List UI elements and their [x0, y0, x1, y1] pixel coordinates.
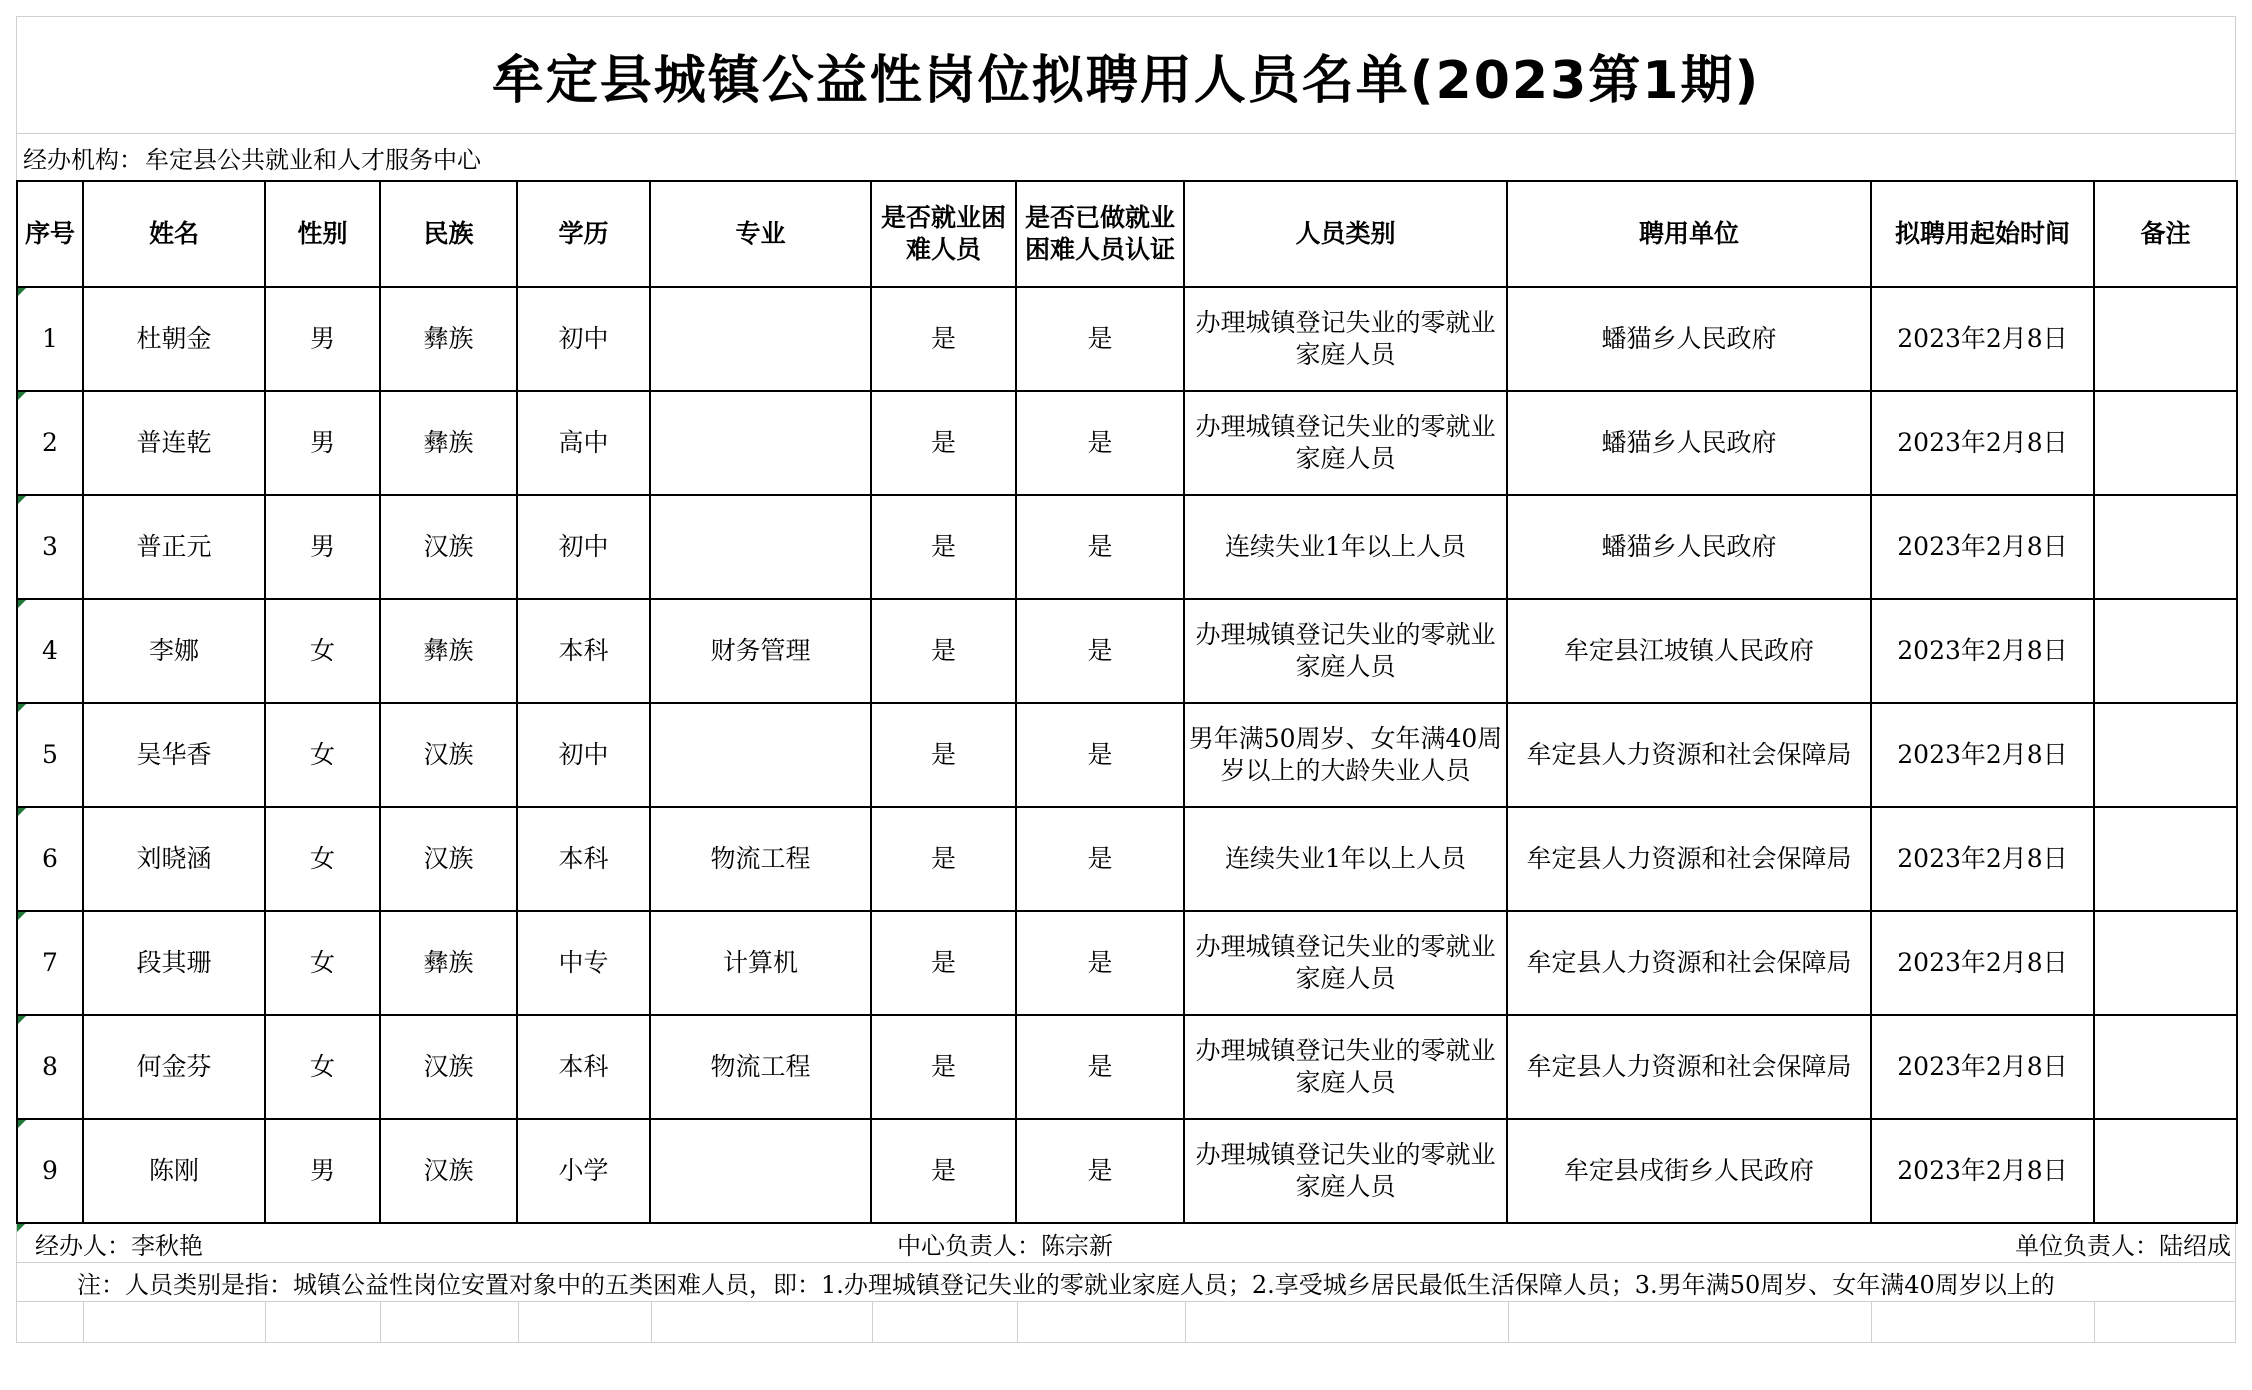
cell-ethnicity[interactable]: 汉族 — [380, 807, 517, 911]
cell-certified[interactable]: 是 — [1016, 1119, 1184, 1223]
cell-employer[interactable]: 蟠猫乡人民政府 — [1507, 287, 1871, 391]
cell-certified[interactable]: 是 — [1016, 703, 1184, 807]
cell-gender[interactable]: 男 — [265, 1119, 380, 1223]
cell-certified[interactable]: 是 — [1016, 287, 1184, 391]
cell-major[interactable]: 物流工程 — [650, 1015, 871, 1119]
empty-cell[interactable] — [651, 1302, 872, 1342]
cell-education[interactable]: 初中 — [517, 703, 650, 807]
cell-certified[interactable]: 是 — [1016, 495, 1184, 599]
empty-row — [16, 1301, 2236, 1343]
cell-start[interactable]: 2023年2月8日 — [1871, 911, 2094, 1015]
table-row — [17, 391, 2237, 495]
cell-gender[interactable]: 男 — [265, 495, 380, 599]
empty-cell[interactable] — [16, 1302, 83, 1342]
handler-text: 经办人：李秋艳 — [35, 1231, 203, 1260]
cell-remark[interactable] — [2094, 391, 2237, 495]
center-head-text: 中心负责人：陈宗新 — [897, 1231, 1113, 1260]
cell-no[interactable]: 5 — [17, 703, 83, 807]
cell-ethnicity[interactable]: 彝族 — [380, 391, 517, 495]
unit-head-text: 单位负责人：陆绍成 — [2015, 1231, 2231, 1260]
empty-cell[interactable] — [2094, 1302, 2236, 1342]
cell-ethnicity[interactable]: 彝族 — [380, 287, 517, 391]
empty-cell[interactable] — [1017, 1302, 1185, 1342]
cell-difficult[interactable]: 是 — [871, 391, 1016, 495]
cell-gender[interactable]: 女 — [265, 911, 380, 1015]
cell-major[interactable] — [650, 1119, 871, 1223]
table-row — [17, 1015, 2237, 1119]
cell-name[interactable]: 普正元 — [83, 495, 265, 599]
table-row — [17, 287, 2237, 391]
header-remark[interactable]: 备注 — [2094, 181, 2237, 287]
cell-certified[interactable]: 是 — [1016, 1015, 1184, 1119]
cell-no[interactable]: 6 — [17, 807, 83, 911]
cell-name[interactable]: 陈刚 — [83, 1119, 265, 1223]
cell-ethnicity[interactable]: 汉族 — [380, 1015, 517, 1119]
cell-no[interactable]: 2 — [17, 391, 83, 495]
cell-education[interactable]: 高中 — [517, 391, 650, 495]
cell-remark[interactable] — [2094, 1015, 2237, 1119]
cell-gender[interactable]: 男 — [265, 287, 380, 391]
cell-remark[interactable] — [2094, 703, 2237, 807]
spreadsheet — [16, 16, 2236, 1343]
cell-no[interactable]: 9 — [17, 1119, 83, 1223]
header-major[interactable]: 专业 — [650, 181, 871, 287]
table-row — [17, 703, 2237, 807]
cell-certified[interactable]: 是 — [1016, 807, 1184, 911]
cell-start[interactable]: 2023年2月8日 — [1871, 391, 2094, 495]
cell-category[interactable]: 连续失业1年以上人员 — [1184, 807, 1507, 911]
empty-cell[interactable] — [1508, 1302, 1871, 1342]
cell-gender[interactable]: 女 — [265, 807, 380, 911]
cell-difficult[interactable]: 是 — [871, 1119, 1016, 1223]
cell-name[interactable]: 李娜 — [83, 599, 265, 703]
page-title: 牟定县城镇公益性岗位拟聘用人员名单(2023第1期) — [491, 50, 1761, 111]
cell-marker-icon — [17, 1224, 25, 1232]
cell-no[interactable]: 4 — [17, 599, 83, 703]
cell-category[interactable]: 办理城镇登记失业的零就业家庭人员 — [1184, 1119, 1507, 1223]
cell-employer[interactable]: 蟠猫乡人民政府 — [1507, 391, 1871, 495]
cell-ethnicity[interactable]: 汉族 — [380, 703, 517, 807]
cell-education[interactable]: 初中 — [517, 495, 650, 599]
header-education[interactable]: 学历 — [517, 181, 650, 287]
cell-employer[interactable]: 牟定县戌街乡人民政府 — [1507, 1119, 1871, 1223]
agency-value: 牟定县公共就业和人才服务中心 — [145, 145, 481, 174]
cell-education[interactable]: 本科 — [517, 599, 650, 703]
empty-cell[interactable] — [518, 1302, 651, 1342]
header-employer[interactable]: 聘用单位 — [1507, 181, 1871, 287]
table-row — [17, 495, 2237, 599]
agency-label: 经办机构： — [23, 145, 143, 174]
cell-gender[interactable]: 女 — [265, 703, 380, 807]
cell-difficult[interactable]: 是 — [871, 911, 1016, 1015]
cell-remark[interactable] — [2094, 911, 2237, 1015]
cell-employer[interactable]: 牟定县江坡镇人民政府 — [1507, 599, 1871, 703]
cell-remark[interactable] — [2094, 1119, 2237, 1223]
cell-category[interactable]: 办理城镇登记失业的零就业家庭人员 — [1184, 1015, 1507, 1119]
cell-major[interactable] — [650, 703, 871, 807]
cell-marker-icon — [18, 1016, 26, 1024]
cell-start[interactable]: 2023年2月8日 — [1871, 287, 2094, 391]
cell-ethnicity[interactable]: 彝族 — [380, 911, 517, 1015]
cell-gender[interactable]: 男 — [265, 391, 380, 495]
cell-marker-icon — [18, 912, 26, 920]
cell-education[interactable]: 初中 — [517, 287, 650, 391]
cell-marker-icon — [18, 704, 26, 712]
cell-ethnicity[interactable]: 汉族 — [380, 495, 517, 599]
cell-marker-icon — [18, 808, 26, 816]
cell-remark[interactable] — [2094, 599, 2237, 703]
cell-education[interactable]: 本科 — [517, 1015, 650, 1119]
cell-remark[interactable] — [2094, 807, 2237, 911]
cell-major[interactable]: 物流工程 — [650, 807, 871, 911]
cell-major[interactable] — [650, 287, 871, 391]
cell-major[interactable]: 计算机 — [650, 911, 871, 1015]
cell-employer[interactable]: 牟定县人力资源和社会保障局 — [1507, 807, 1871, 911]
empty-cell[interactable] — [265, 1302, 380, 1342]
cell-remark[interactable] — [2094, 287, 2237, 391]
header-row — [17, 181, 2237, 287]
cell-start[interactable]: 2023年2月8日 — [1871, 703, 2094, 807]
table-row — [17, 807, 2237, 911]
cell-certified[interactable]: 是 — [1016, 391, 1184, 495]
table-row — [17, 1119, 2237, 1223]
cell-major[interactable]: 财务管理 — [650, 599, 871, 703]
cell-education[interactable]: 本科 — [517, 807, 650, 911]
cell-no[interactable]: 7 — [17, 911, 83, 1015]
cell-education[interactable]: 中专 — [517, 911, 650, 1015]
cell-difficult[interactable]: 是 — [871, 807, 1016, 911]
cell-category[interactable]: 办理城镇登记失业的零就业家庭人员 — [1184, 911, 1507, 1015]
cell-major[interactable] — [650, 391, 871, 495]
cell-difficult[interactable]: 是 — [871, 1015, 1016, 1119]
signature-row — [16, 1224, 2236, 1262]
cell-name[interactable]: 刘晓涵 — [83, 807, 265, 911]
cell-remark[interactable] — [2094, 495, 2237, 599]
personnel-table — [16, 180, 2238, 1224]
cell-name[interactable]: 杜朝金 — [83, 287, 265, 391]
cell-employer[interactable]: 牟定县人力资源和社会保障局 — [1507, 911, 1871, 1015]
note-text: 注：人员类别是指：城镇公益性岗位安置对象中的五类困难人员，即：1.办理城镇登记失业的零就业家庭人员；2.享受城乡居民最低生活保障人员；3.男年满50周岁、女年满40周岁以上的 — [77, 1270, 2055, 1299]
cell-marker-icon — [18, 496, 26, 504]
cell-category[interactable]: 男年满50周岁、女年满40周岁以上的大龄失业人员 — [1184, 703, 1507, 807]
cell-ethnicity[interactable]: 汉族 — [380, 1119, 517, 1223]
cell-start[interactable]: 2023年2月8日 — [1871, 807, 2094, 911]
header-ethnicity[interactable]: 民族 — [380, 181, 517, 287]
cell-no[interactable]: 8 — [17, 1015, 83, 1119]
cell-education[interactable]: 小学 — [517, 1119, 650, 1223]
header-certified[interactable]: 是否已做就业困难人员认证 — [1016, 181, 1184, 287]
header-category[interactable]: 人员类别 — [1184, 181, 1507, 287]
cell-no[interactable]: 3 — [17, 495, 83, 599]
cell-marker-icon — [18, 288, 26, 296]
cell-name[interactable]: 段其珊 — [83, 911, 265, 1015]
cell-category[interactable]: 办理城镇登记失业的零就业家庭人员 — [1184, 599, 1507, 703]
cell-no[interactable]: 1 — [17, 287, 83, 391]
cell-employer[interactable]: 牟定县人力资源和社会保障局 — [1507, 1015, 1871, 1119]
cell-marker-icon — [18, 600, 26, 608]
cell-certified[interactable]: 是 — [1016, 599, 1184, 703]
cell-category[interactable]: 连续失业1年以上人员 — [1184, 495, 1507, 599]
cell-difficult[interactable]: 是 — [871, 599, 1016, 703]
cell-start[interactable]: 2023年2月8日 — [1871, 599, 2094, 703]
title-row — [16, 16, 2236, 133]
cell-difficult[interactable]: 是 — [871, 703, 1016, 807]
header-no[interactable]: 序号 — [17, 181, 83, 287]
agency-row — [16, 133, 2236, 180]
cell-ethnicity[interactable]: 彝族 — [380, 599, 517, 703]
cell-marker-icon — [18, 392, 26, 400]
empty-cell[interactable] — [872, 1302, 1017, 1342]
table-row — [17, 599, 2237, 703]
header-name[interactable]: 姓名 — [83, 181, 265, 287]
note-row — [16, 1262, 2236, 1301]
cell-category[interactable]: 办理城镇登记失业的零就业家庭人员 — [1184, 391, 1507, 495]
cell-gender[interactable]: 女 — [265, 1015, 380, 1119]
cell-marker-icon — [18, 1120, 26, 1128]
cell-certified[interactable]: 是 — [1016, 911, 1184, 1015]
cell-difficult[interactable]: 是 — [871, 495, 1016, 599]
empty-cell[interactable] — [83, 1302, 265, 1342]
cell-difficult[interactable]: 是 — [871, 287, 1016, 391]
empty-cell[interactable] — [1871, 1302, 2094, 1342]
header-difficult[interactable]: 是否就业困难人员 — [871, 181, 1016, 287]
cell-category[interactable]: 办理城镇登记失业的零就业家庭人员 — [1184, 287, 1507, 391]
cell-name[interactable]: 普连乾 — [83, 391, 265, 495]
cell-employer[interactable]: 牟定县人力资源和社会保障局 — [1507, 703, 1871, 807]
header-gender[interactable]: 性别 — [265, 181, 380, 287]
cell-employer[interactable]: 蟠猫乡人民政府 — [1507, 495, 1871, 599]
header-start[interactable]: 拟聘用起始时间 — [1871, 181, 2094, 287]
table-row — [17, 911, 2237, 1015]
cell-name[interactable]: 何金芬 — [83, 1015, 265, 1119]
cell-name[interactable]: 吴华香 — [83, 703, 265, 807]
cell-start[interactable]: 2023年2月8日 — [1871, 1119, 2094, 1223]
empty-cell[interactable] — [380, 1302, 517, 1342]
cell-start[interactable]: 2023年2月8日 — [1871, 495, 2094, 599]
cell-start[interactable]: 2023年2月8日 — [1871, 1015, 2094, 1119]
cell-gender[interactable]: 女 — [265, 599, 380, 703]
empty-cell[interactable] — [1185, 1302, 1507, 1342]
cell-major[interactable] — [650, 495, 871, 599]
